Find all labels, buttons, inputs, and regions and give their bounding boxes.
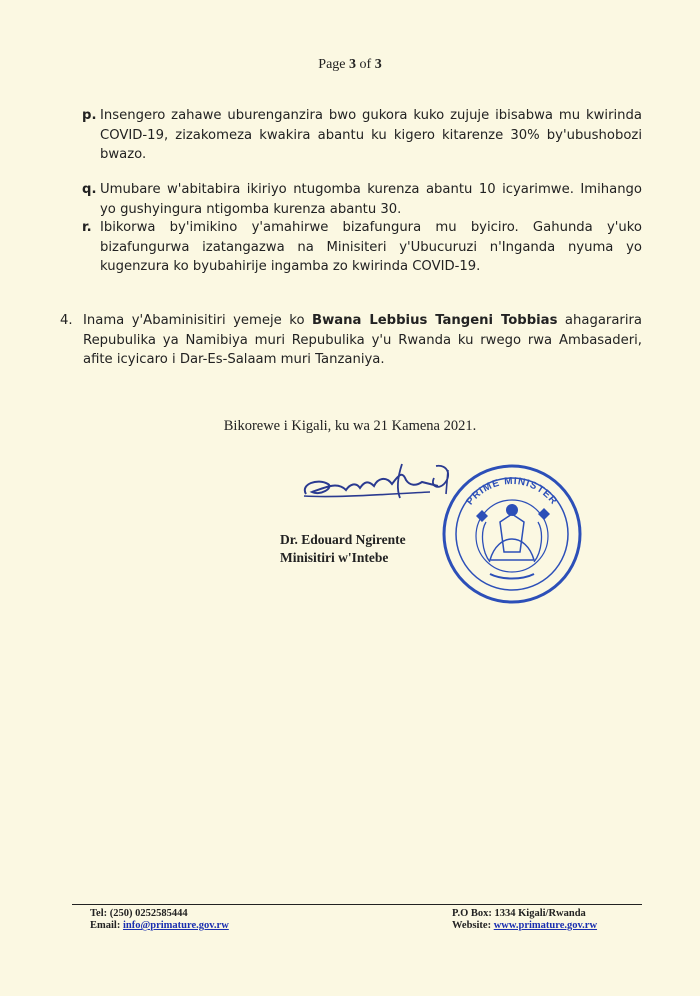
email-link[interactable]: info@primature.gov.rw xyxy=(122,920,229,931)
list-letter: r. xyxy=(82,220,92,235)
ambassador-name: Bwana Lebbius Tangeni Tobbias xyxy=(312,313,558,328)
page-number-header xyxy=(0,57,700,73)
svg-text:PRIME MINISTER xyxy=(465,476,560,507)
paragraph-text-end: ahagararira Repubulika ya Namibiya muri Repubulika y'u Rwanda ku rwego rwa Ambasaderi, afite icyicaro i Dar-Es-Salaam muri Tanzaniya. xyxy=(83,313,642,367)
paragraph-text-start: Inama y'Abaminisitiri yemeje ko xyxy=(83,313,313,328)
list-letter: p. xyxy=(82,108,97,123)
po-box: P.O Box: 1334 Kigali/Rwanda xyxy=(452,908,586,919)
seal-text: PRIME MINISTER xyxy=(464,475,560,508)
paragraph-number: 4. xyxy=(60,313,73,328)
email-label: Email: xyxy=(90,920,121,931)
place-date: Bikorewe i Kigali, ku wa 21 Kamena 2021. xyxy=(223,418,477,434)
footer-email xyxy=(90,920,229,932)
list-letter: q. xyxy=(82,182,97,197)
website-link[interactable]: www.primature.gov.rw xyxy=(493,920,598,931)
paragraph-text xyxy=(83,311,642,370)
footer-divider xyxy=(72,904,642,905)
list-item-r xyxy=(72,218,642,277)
footer-contact xyxy=(90,908,229,932)
list-item-q xyxy=(72,180,642,219)
tel-label: Tel: xyxy=(90,908,108,919)
page-total: 3 xyxy=(374,57,382,72)
page-prefix: Page xyxy=(318,57,350,72)
signatory-name: Dr. Edouard Ngirente xyxy=(280,532,406,547)
list-item-p xyxy=(72,106,642,165)
footer-address xyxy=(452,908,597,932)
page-current: 3 xyxy=(349,57,357,72)
tel-number: (250) 0252585444 xyxy=(109,908,188,919)
signatory-title: Minisitiri w'Intebe xyxy=(280,550,389,565)
footer-website xyxy=(452,920,597,932)
page-of: of xyxy=(356,57,375,72)
list-text: Umubare w'abitabira ikiriyo ntugomba kurenza abantu 10 icyarimwe. Imihango yo gushyingura ntigomba kurenza abantu 30. xyxy=(100,182,642,217)
paragraph-4 xyxy=(60,311,642,370)
footer-tel xyxy=(90,908,229,920)
list-text: Ibikorwa by'imikino y'amahirwe bizafungura mu byiciro. Gahunda y'uko bizafungurwa izatangazwa na Minisiteri y'Ubucuruzi n'Inganda nyuma yo kugenzura ko byubahirije ingamba zo kwirinda COVID-19. xyxy=(100,220,642,274)
website-label: Website: xyxy=(452,920,492,931)
list-text: Insengero zahawe uburenganzira bwo gukora kuko zujuje ibisabwa mu kwirinda COVID-19, zizakomeza kwakira abantu ku kigero kitarenze 30% by'ubushobozi bwazo. xyxy=(100,108,642,162)
